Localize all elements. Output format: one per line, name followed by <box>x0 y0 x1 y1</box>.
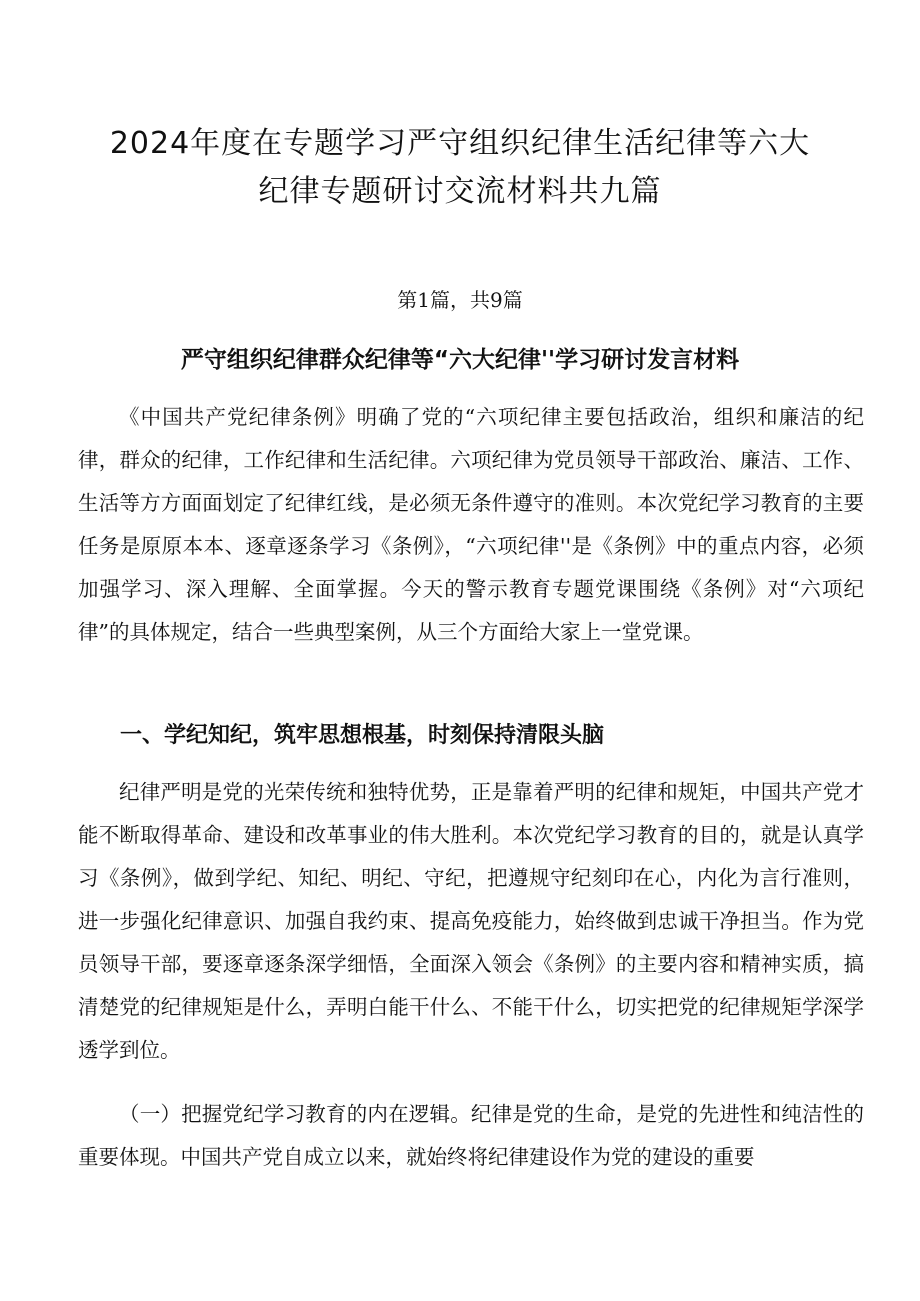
document-title-line-1: 2024年度在专题学习严守组织纪律生活纪律等六大 <box>109 126 811 161</box>
part-label: 第1篇，共9篇 <box>397 288 523 312</box>
document-title <box>60 120 860 216</box>
intro-paragraph: 《中国共产党纪律条例》明确了党的“六项纪律主要包括政治，组织和廉洁的纪律，群众的纪律，工作纪律和生活纪律。六项纪律为党员领导干部政治、廉洁、工作、生活等方方面面划定了纪律红线，是必须无条件遵守的准则。本次党纪学习教育的主要任务是原原本本、逐章逐条学习《条例》，“六项纪律''是《条例》中的重点内容，必须加强学习、深入理解、全面掌握。今天的警示教育专题党课围绕《条例》对“六项纪律”的具体规定，结合一些典型案例，从三个方面给大家上一堂党课。 <box>78 405 864 644</box>
subsection-1-paragraph: （一）把握党纪学习教育的内在逻辑。纪律是党的生命，是党的先进性和纯洁性的重要体现。中国共产党自成立以来，就始终将纪律建设作为党的建设的重要 <box>78 1102 864 1169</box>
section-1-paragraph: 纪律严明是党的光荣传统和独特优势，正是靠着严明的纪律和规矩，中国共产党才能不断取得革命、建设和改革事业的伟大胜利。本次党纪学习教育的目的，就是认真学习《条例》，做到学纪、知纪、明纪、守纪，把遵规守纪刻印在心，内化为言行准则，进一步强化纪律意识、加强自我约束、提高免疫能力，始终做到忠诚干净担当。作为党员领导干部，要逐章逐条深学细悟，全面深入领会《条例》的主要内容和精神实质，搞清楚党的纪律规矩是什么，弄明白能干什么、不能干什么，切实把党的纪律规矩学深学透学到位。 <box>78 780 864 1062</box>
section-heading-1: 一、学纪知纪，筑牢思想根基，时刻保持清限头脑 <box>120 723 605 748</box>
document-title-line-2: 纪律专题研讨交流材料共九篇 <box>258 174 662 209</box>
speech-title: 严守组织纪律群众纪律等“六大纪律''学习研讨发言材料 <box>180 347 740 373</box>
